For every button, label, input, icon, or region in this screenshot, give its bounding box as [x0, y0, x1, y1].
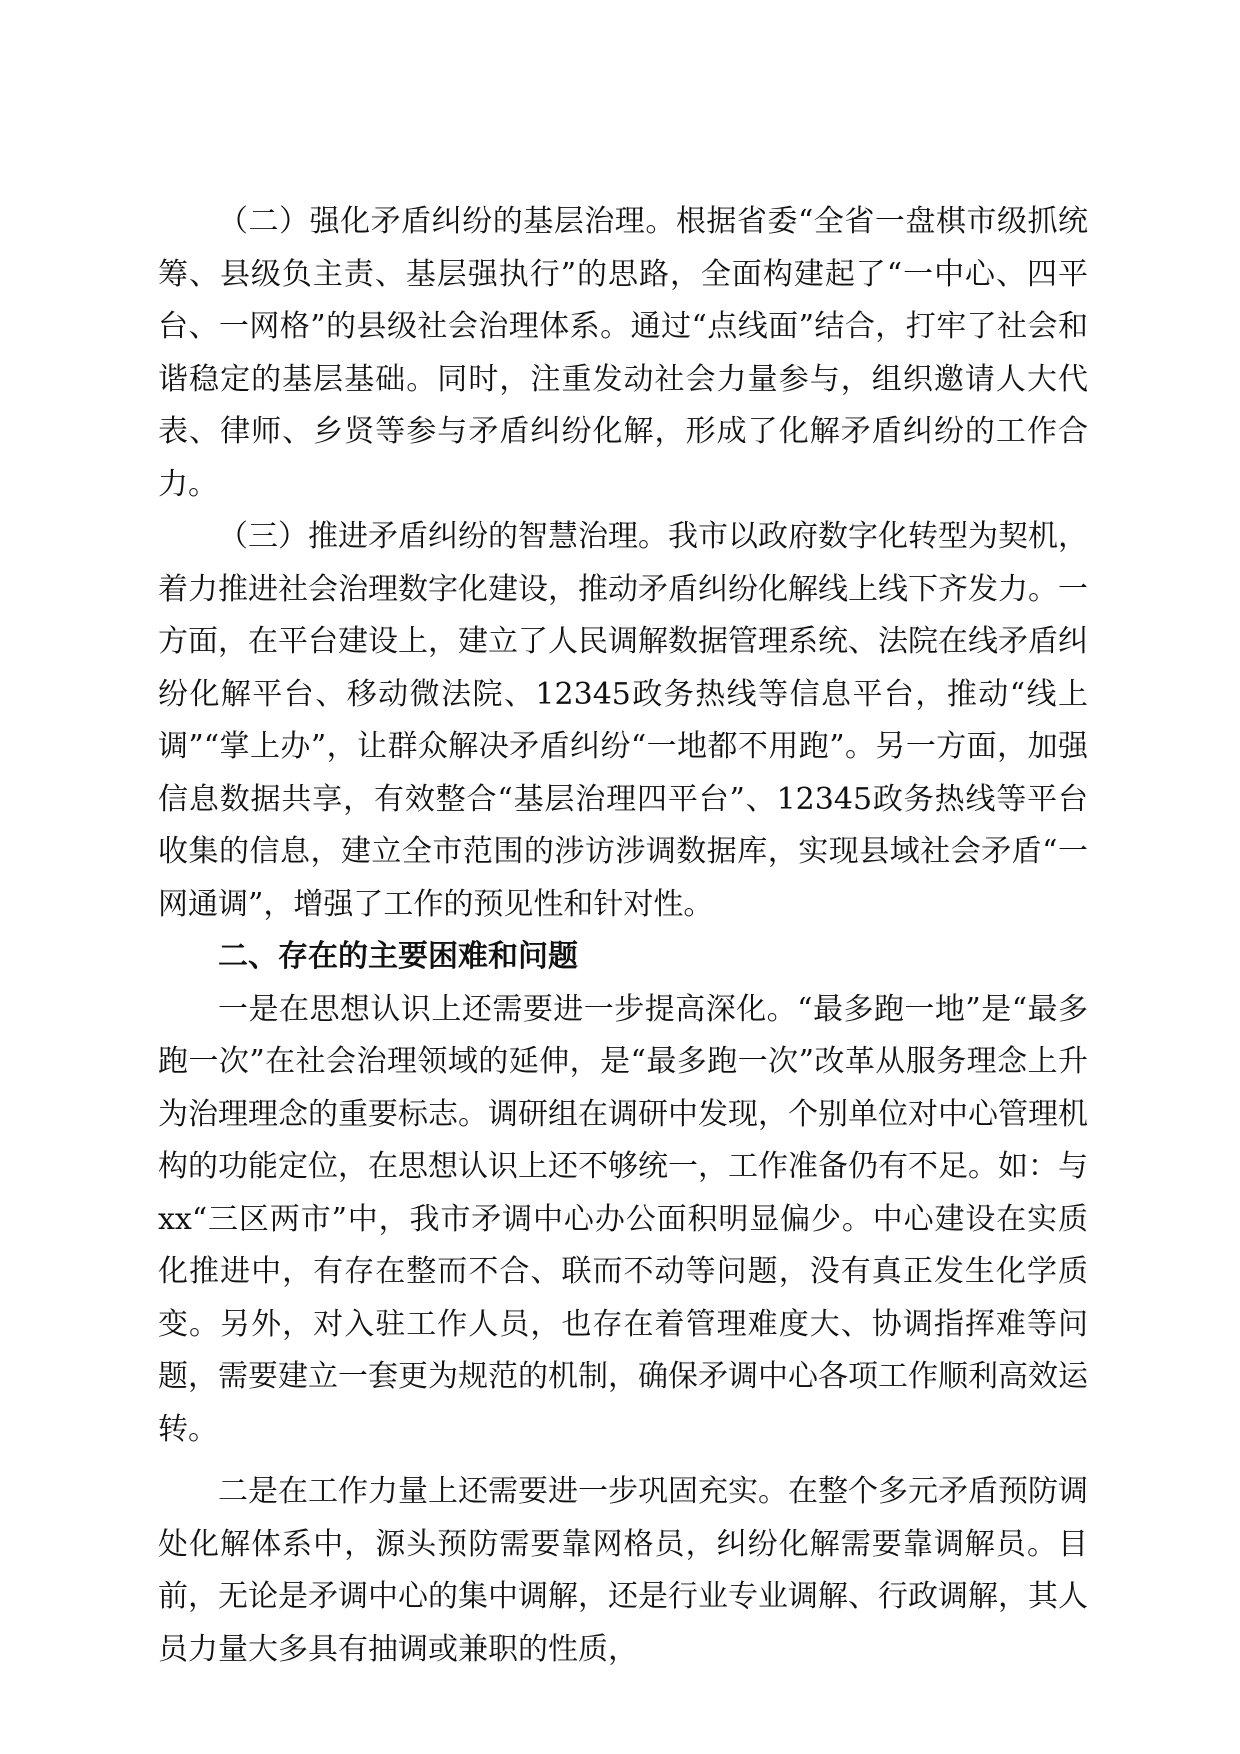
- paragraph-grassroots-governance: （二）强化矛盾纠纷的基层治理。根据省委“全省一盘棋市级抓统筹、县级负主责、基层强执行”的思路，全面构建起了“一中心、四平台、一网格”的县级社会治理体系。通过“点线面”结合，打牢了社会和谐稳定的基层基础。同时，注重发动社会力量参与，组织邀请人大代表、律师、乡贤等参与矛盾纠纷化解，形成了化解矛盾纠纷的工作合力。: [158, 204, 1088, 502]
- paragraph-ideological-awareness: 一是在思想认识上还需要进一步提高深化。“最多跑一地”是“最多跑一次”在社会治理领域的延伸，是“最多跑一次”改革从服务理念上升为治理理念的重要标志。调研组在调研中发现，个别单位对中心管理机构的功能定位，在思想认识上还不够统一，工作准备仍有不足。如：与xx“三区两市”中，我市矛调中心办公面积明显偏少。中心建设在实质化推进中，有存在整而不合、联而不动等问题，没有真正发生化学质变。另外，对入驻工作人员，也存在着管理难度大、协调指挥难等问题，需要建立一套更为规范的机制，确保矛调中心各项工作顺利高效运转。: [158, 991, 1088, 1447]
- document-body: [158, 196, 1088, 1676]
- paragraph-work-force: 二是在工作力量上还需要进一步巩固充实。在整个多元矛盾预防调处化解体系中，源头预防需要靠网格员，纠纷化解需要靠调解员。目前，无论是矛调中心的集中调解，还是行业专业调解、行政调解，其人员力量大多具有抽调或兼职的性质，: [158, 1474, 1088, 1667]
- section-heading-problems: 二、存在的主要困难和问题: [218, 939, 578, 974]
- paragraph-smart-governance: （三）推进矛盾纠纷的智慧治理。我市以政府数字化转型为契机，着力推进社会治理数字化建设，推动矛盾纠纷化解线上线下齐发力。一方面，在平台建设上，建立了人民调解数据管理系统、法院在线矛盾纠纷化解平台、移动微法院、12345政务热线等信息平台，推动“线上调”“掌上办”，让群众解决矛盾纠纷“一地都不用跑”。另一方面，加强信息数据共享，有效整合“基层治理四平台”、12345政务热线等平台收集的信息，建立全市范围的涉访涉调数据库，实现县域社会矛盾“一网通调”，增强了工作的预见性和针对性。: [158, 519, 1088, 922]
